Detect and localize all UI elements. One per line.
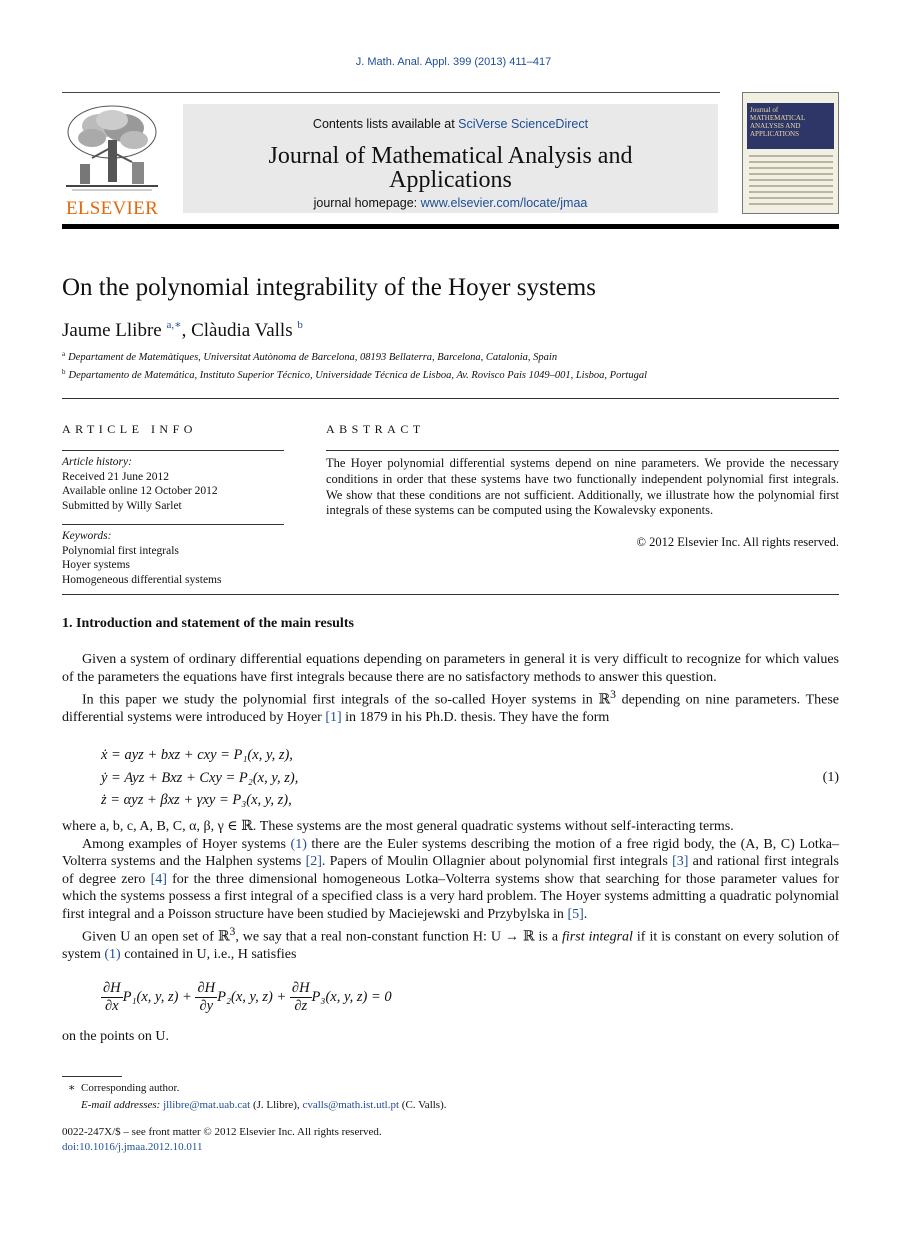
doi-link[interactable]: doi:10.1016/j.jmaa.2012.10.011 (62, 1141, 203, 1153)
masthead-box (183, 104, 718, 213)
partial-fraction (195, 980, 217, 1015)
divider (62, 450, 284, 451)
history-label: Article history: (62, 456, 132, 468)
abstract-heading: ABSTRACT (326, 422, 425, 436)
journal-cover[interactable] (742, 92, 839, 214)
equation-line: ẋ = ayz + bxz + cxy = P₁(x, y, z), (101, 747, 293, 763)
keyword: Homogeneous differential systems (62, 573, 222, 586)
text-run: In this paper we study the polynomial first integrals of the so-called Hoyer systems in ℝ (82, 692, 611, 708)
equation-term: P₁(x, y, z) + (122, 988, 196, 1005)
corresponding-author-note (68, 1081, 179, 1096)
affil-text: Departament de Matemàtiques, Universitat Autònoma de Barcelona, 08193 Bellaterra, Barcelona, Catalonia, Spain (68, 352, 558, 363)
keyword: Polynomial first integrals (62, 544, 179, 557)
equation-link[interactable]: (1) (104, 947, 121, 963)
divider (62, 398, 839, 399)
article-info-heading: ARTICLE INFO (62, 422, 197, 436)
email-label: E-mail addresses: (81, 1099, 164, 1111)
abstract-copyright: © 2012 Elsevier Inc. All rights reserved. (636, 535, 839, 549)
article-history (62, 455, 284, 513)
partial-fraction (101, 980, 123, 1015)
issn-line: 0022-247X/$ – see front matter © 2012 Elsevier Inc. All rights reserved. (62, 1126, 382, 1138)
paragraph-text (62, 836, 839, 924)
author-name: Clàudia Valls (191, 320, 293, 341)
sciencedirect-link[interactable]: SciVerse ScienceDirect (458, 117, 589, 131)
footnote-text: Corresponding author. (80, 1082, 180, 1094)
equation-line: ẏ = Ayz + Bxz + Cxy = P₂(x, y, z), (101, 769, 299, 786)
paragraph-text: Given a system of ordinary differential equations depending on parameters in general it is very difficult to recognize for which values of the parameters the equations have first integrals because there are no satisfactory methods to answer this question. (62, 652, 839, 685)
equation-link[interactable]: (1) (290, 836, 307, 852)
affiliation-b (62, 368, 647, 381)
fraction-numerator: ∂H (103, 980, 121, 996)
emphasis: first integral (562, 929, 633, 945)
footnote-text: (C. Valls). (399, 1099, 447, 1111)
paragraph (62, 651, 839, 727)
fraction-denominator: ∂z (294, 998, 308, 1014)
equation-system (101, 744, 298, 812)
history-item: Available online 12 October 2012 (62, 485, 218, 497)
fraction-denominator: ∂y (199, 998, 214, 1014)
paragraph-text (62, 686, 839, 727)
divider (62, 524, 284, 525)
author-list: Jaume Llibre $^{a,∗}$, Clàudia Valls $^b$ (62, 319, 303, 341)
cover-title: Journal of MATHEMATICAL ANALYSIS AND APPLICATIONS (750, 106, 805, 138)
publisher-name: ELSEVIER (65, 198, 159, 219)
divider (326, 450, 839, 451)
homepage-line (183, 196, 718, 210)
homepage-link[interactable]: www.elsevier.com/locate/jmaa (420, 196, 588, 210)
affil-mark: a (62, 350, 66, 358)
reference-link[interactable]: [5] (567, 906, 584, 922)
author-affil-link[interactable]: a,∗ (166, 319, 182, 331)
text-run: Given U an open set of ℝ (82, 929, 230, 945)
masthead-top-rule (62, 92, 720, 93)
affiliation-a (62, 350, 557, 363)
reference-link[interactable]: [1] (325, 710, 342, 726)
text-run: for the three dimensional homogeneous Lotka–Volterra systems show that searching for those parameter values for which the systems possess a first integral of a specified class is a very hard problem. The Hoyer systems admitting a quadratic polynomial first integral and a Poisson structure have been studied by Maciejewski and Przybylska in (62, 871, 840, 922)
author-name: Jaume Llibre (62, 320, 162, 341)
homepage-prefix: journal homepage: (313, 196, 421, 210)
partial-fraction (290, 980, 312, 1015)
fraction-numerator: ∂H (291, 980, 310, 996)
history-item: Submitted by Willy Sarlet (62, 499, 182, 512)
history-item: Received 21 June 2012 (62, 470, 169, 483)
text-run: and rational first integrals of degree zero (62, 854, 839, 887)
paragraph-text (62, 923, 839, 964)
masthead (62, 92, 839, 220)
affil-text: Departamento de Matemática, Instituto Superior Técnico, Universidade Técnica de Lisboa, Av. Rovisco Pais 1049–001, Lisboa, Portugal (68, 370, 648, 381)
paragraph (62, 1028, 839, 1046)
superscript: 3 (610, 688, 616, 701)
section-heading: 1. Introduction and statement of the main results (62, 616, 354, 631)
text-run: in 1879 in his Ph.D. thesis. They have the form (341, 710, 610, 726)
journal-title: Journal of Mathematical Analysis and Applications (268, 143, 633, 193)
divider (62, 594, 839, 595)
email-link[interactable]: jllibre@mat.uab.cat (163, 1099, 251, 1111)
first-integral-equation (101, 980, 392, 1015)
abstract-text: The Hoyer polynomial differential systems depend on nine parameters. We provide the necessary conditions in order that these systems have two functionally independent polynomial first integrals. We show that these conditions are not sufficient. Additionally, we illustrate how the polynomial first integrals of these systems can be computed using the Kowalevsky exponents. (326, 456, 839, 518)
text-run: , we say that a real non-constant function H: U → ℝ is a (235, 929, 563, 945)
elsevier-tree-icon (62, 102, 162, 196)
text-run: contained in U, i.e., H satisfies (120, 947, 297, 963)
reference-link[interactable]: [4] (150, 871, 167, 887)
journal-citation[interactable]: J. Math. Anal. Appl. 399 (2013) 411–417 (355, 56, 552, 68)
article-title: On the polynomial integrability of the Hoyer systems (62, 274, 596, 301)
equation-line: ż = αyz + βxz + γxy = P₃(x, y, z), (101, 792, 292, 808)
equation-number: (1) (822, 770, 839, 785)
keyword: Hoyer systems (62, 559, 131, 571)
text-run: . (583, 906, 588, 922)
text-run: if it is constant on every solution of system (62, 929, 839, 963)
footnote-rule (62, 1076, 122, 1077)
cover-contents (749, 155, 833, 209)
text-run: Among examples of Hoyer systems (82, 836, 291, 852)
masthead-bottom-bar (62, 224, 839, 229)
paragraph-text: where a, b, c, A, B, C, α, β, γ ∈ ℝ. These systems are the most general quadratic systems without self-interacting terms. (62, 819, 734, 834)
text-run: . Papers of Moulin Ollagnier about polynomial first integrals (321, 854, 673, 869)
fraction-denominator: ∂x (105, 998, 119, 1014)
text-run: depending on nine parameters. These differential systems were introduced by Hoyer (62, 692, 839, 726)
email-note (81, 1098, 447, 1113)
author-affil-link[interactable]: b (297, 319, 303, 331)
paragraph (62, 818, 839, 964)
text-run: there are the Euler systems describing the motion of a free rigid body, the (A, B, C) Lotka–Volterra systems and the Halphen systems (62, 836, 839, 869)
paragraph-text: on the points on U. (62, 1029, 169, 1044)
reference-link[interactable]: [2] (305, 854, 322, 869)
fraction-numerator: ∂H (197, 980, 216, 996)
footnote-mark: ∗ (68, 1082, 76, 1094)
email-link[interactable]: cvalls@math.ist.utl.pt (302, 1099, 400, 1111)
equation-term: P₂(x, y, z) + (217, 988, 290, 1005)
keywords (62, 529, 284, 587)
superscript: 3 (229, 925, 236, 938)
reference-link[interactable]: [3] (672, 854, 689, 869)
affil-mark: b (62, 368, 66, 376)
elsevier-logo (62, 102, 162, 219)
keywords-label: Keywords: (62, 530, 112, 542)
footnote-text: (J. Llibre), (250, 1099, 303, 1111)
contents-line (183, 117, 718, 131)
contents-prefix: Contents lists available at (312, 117, 459, 131)
equation-term: P₃(x, y, z) = 0 (311, 988, 392, 1005)
